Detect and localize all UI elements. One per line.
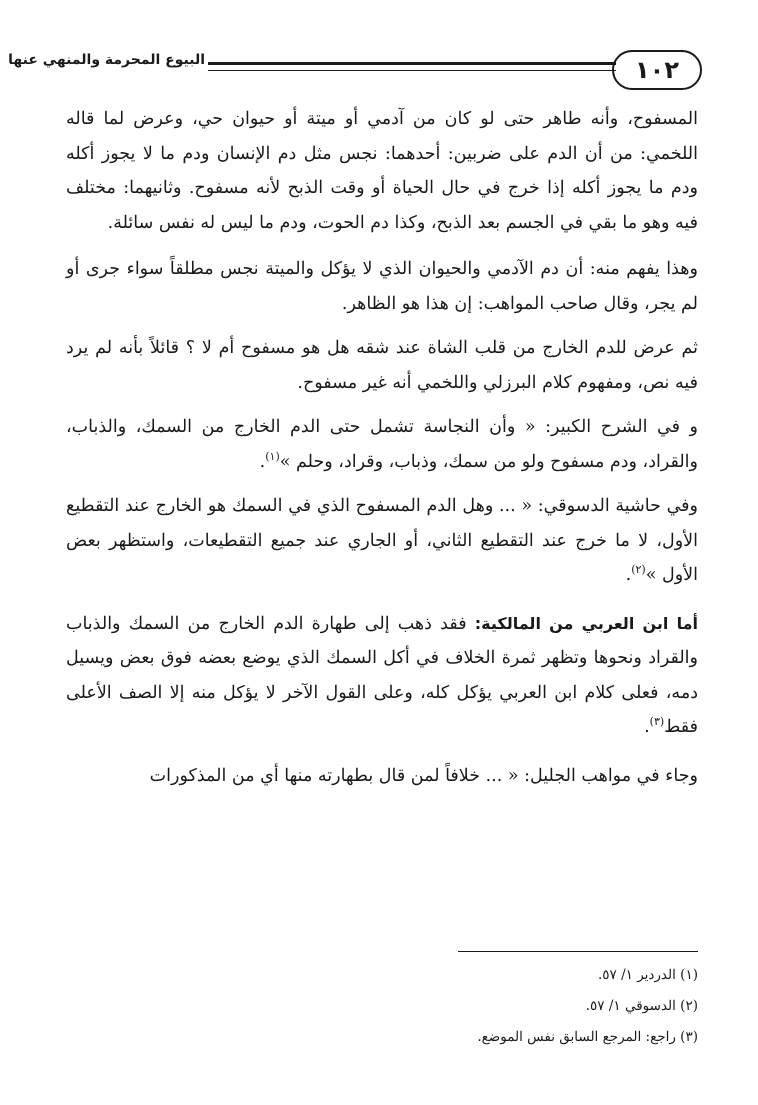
footnote: (٣) راجع: المرجع السابق نفس الموضع. (477, 1029, 698, 1045)
period: . (644, 717, 650, 737)
paragraph-text: و في الشرح الكبير: « وأن النجاسة تشمل حتى الدم الخارج من السمك، والذباب، والقراد، ودم مسفوح ولو من سمك، وذباب، وقراد، وحلم » (66, 417, 698, 472)
main-text (66, 102, 698, 793)
paragraph (66, 102, 698, 240)
period: . (625, 565, 632, 585)
footnote-separator (458, 951, 698, 952)
paragraph (66, 759, 698, 794)
period: . (259, 451, 266, 472)
footnote: (١) الدردير ١/ ٥٧. (597, 967, 698, 983)
footnote-ref: (٢) (631, 563, 646, 577)
paragraph (66, 331, 698, 400)
paragraph (66, 489, 698, 593)
header-rule (208, 62, 616, 71)
paragraph (66, 607, 698, 745)
page-header (8, 48, 698, 92)
paragraph (66, 410, 698, 479)
paragraph-text: المسفوح، وأنه طاهر حتى لو كان من آدمي أو ميتة أو حيوان حي، وعرض لما قاله اللخمي: من أن الدم على ضربين: أحدهما: نجس مثل دم الإنسان ودم ما لا يجوز أكله ودم ما يجوز أكله إذا خرج في حال الحياة أو وقت الذبح لأنه مسفوح. وثانيهما: مختلف فيه وهو ما بقي في الجسم بعد الذبح، وكذا دم الحوت، ودم ما ليس له نفس سائلة. (66, 109, 698, 233)
footnote-ref: (٣) (649, 715, 665, 729)
footnotes (58, 960, 698, 1053)
paragraph-text: وهذا يفهم منه: أن دم الآدمي والحيوان الذي لا يؤكل والميتة نجس مطلقاً سواء جرى أو لم يجر، وقال صاحب المواهب: إن هذا هو الظاهر. (66, 259, 698, 314)
paragraph-text: وجاء في مواهب الجليل: « ... خلافاً لمن قال بطهارته منها أي من المذكورات (149, 765, 698, 786)
running-title: البيوع المحرمة والمنهي عنها (8, 52, 205, 68)
paragraph-text: ثم عرض للدم الخارج من قلب الشاة عند شقه هل هو مسفوح أم لا ؟ قائلاً بأنه لم يرد فيه نص، ومفهوم كلام البرزلي واللخمي أنه غير مسفوح. (66, 338, 698, 393)
footnote: (٢) الدسوقي ١/ ٥٧. (585, 998, 698, 1014)
paragraph-text: فقد ذهب إلى طهارة الدم الخارج من السمك والذباب والقراد ونحوها وتظهر ثمرة الخلاف في أكل السمك الذي يوضع بعضه فوق بعض ويسيل دمه، فعلى كلام ابن العربي يؤكل كله، وعلى القول الآخر لا يؤكل منه إلا الصف الأعلى فقط (66, 613, 698, 737)
paragraph-lead: أما ابن العربي من المالكية: (474, 613, 698, 633)
paragraph (66, 252, 698, 321)
paragraph-text: وفي حاشية الدسوقي: « ... وهل الدم المسفوح الذي في السمك هو الخارج عند التقطيع الأول، لا ما خرج عند التقطيع الثاني، أو الجاري عند جميع التقطيعات، واستظهر بعض الأول » (66, 496, 698, 585)
footnote-ref: (١) (265, 449, 280, 463)
page-number: ١٠٢ (612, 50, 702, 90)
